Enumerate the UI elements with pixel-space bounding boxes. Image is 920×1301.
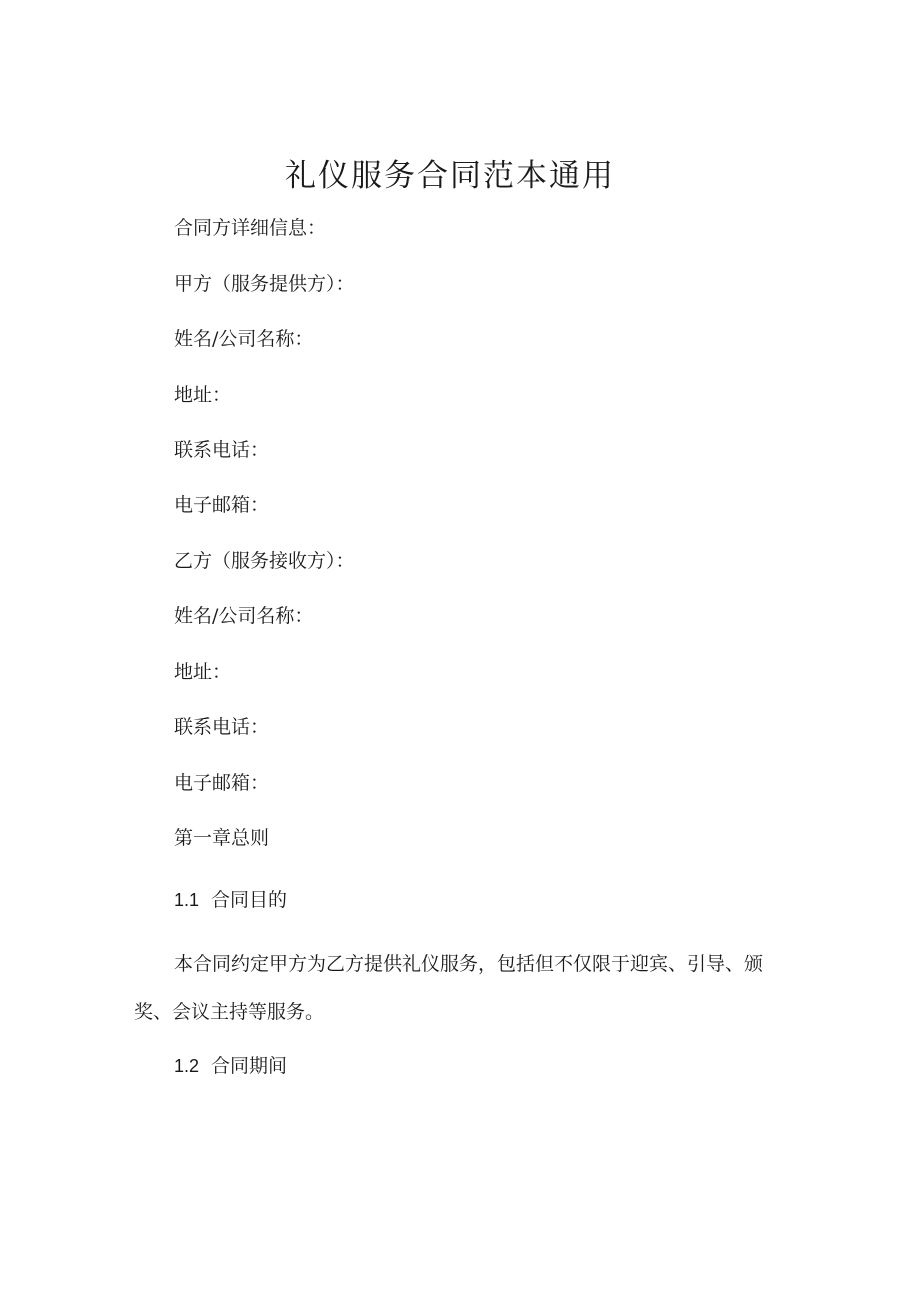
party-b-phone-field: 联系电话： — [174, 716, 270, 738]
section-1-2-heading — [174, 1051, 287, 1081]
section-1-2-title: 合同期间 — [211, 1055, 288, 1077]
party-a-address-field: 地址： — [174, 384, 232, 406]
section-1-1-heading — [174, 885, 287, 915]
party-b-name-field: 姓名/公司名称： — [174, 605, 314, 627]
party-b-address-field: 地址： — [174, 661, 232, 683]
section-1-2-number: 1.2 — [174, 1056, 200, 1076]
party-info-heading: 合同方详细信息： — [174, 217, 327, 239]
chapter-1-heading: 第一章总则 — [174, 827, 270, 849]
section-1-1-number: 1.1 — [174, 890, 200, 910]
party-a-email-field: 电子邮箱： — [174, 494, 270, 516]
party-a-name-field: 姓名/公司名称： — [174, 328, 314, 350]
party-b-email-field: 电子邮箱： — [174, 772, 270, 794]
party-a-phone-field: 联系电话： — [174, 439, 270, 461]
document-title: 礼仪服务合同范本通用 — [285, 158, 615, 194]
party-a-heading: 甲方（服务提供方）： — [174, 273, 355, 295]
section-1-1-paragraph: 本合同约定甲方为乙方提供礼仪服务，包括但不仅限于迎宾、引导、颁奖、会议主持等服务。 — [134, 953, 764, 1023]
section-1-1-title: 合同目的 — [211, 889, 288, 911]
party-b-heading: 乙方（服务接收方）： — [174, 550, 355, 572]
